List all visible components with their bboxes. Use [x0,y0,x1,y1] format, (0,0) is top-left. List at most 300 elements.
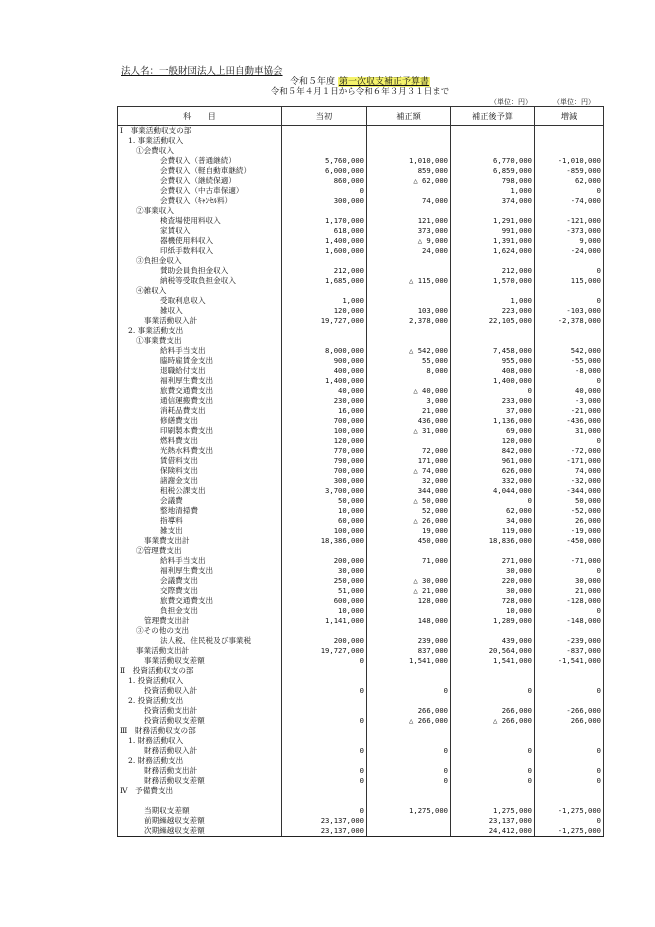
cell-initial: 1,400,000 [282,236,367,246]
cell-adjustment: △ 266,000 [367,716,451,726]
cell-change [535,326,604,336]
cell-revised: 119,000 [451,526,535,536]
cell-adjustment: 3,000 [367,396,451,406]
cell-initial [282,736,367,746]
row-label: 次期繰越収支差額 [118,826,282,837]
row-label: 会費収入（普通継続） [118,156,282,166]
cell-adjustment: 171,000 [367,456,451,466]
cell-initial: 23,137,000 [282,816,367,826]
cell-initial: 19,727,000 [282,316,367,326]
cell-change: -436,000 [535,416,604,426]
cell-revised: 24,412,000 [451,826,535,837]
cell-initial: 618,000 [282,226,367,236]
cell-initial: 1,141,000 [282,616,367,626]
row-label: 会議費 [118,496,282,506]
cell-initial: 30,000 [282,566,367,576]
cell-change: -55,000 [535,356,604,366]
cell-adjustment: 1,275,000 [367,806,451,816]
cell-change [535,676,604,686]
cell-revised [451,666,535,676]
cell-adjustment: 373,000 [367,226,451,236]
row-label: 事業活動収入計 [118,316,282,326]
row-label: 会費収入（軽自動車継続） [118,166,282,176]
cell-initial: 0 [282,766,367,776]
cell-revised [451,286,535,296]
cell-adjustment: 19,000 [367,526,451,536]
cell-revised: 30,000 [451,566,535,576]
table-row [118,696,604,706]
table-row [118,736,604,746]
table-row [118,446,604,456]
table-row [118,306,604,316]
row-label: 投資活動収支差額 [118,716,282,726]
cell-revised: 798,000 [451,176,535,186]
cell-adjustment: △ 31,000 [367,426,451,436]
cell-initial: 0 [282,186,367,196]
cell-revised: 0 [451,766,535,776]
row-label [118,796,282,806]
table-row [118,256,604,266]
cell-change: 266,000 [535,716,604,726]
row-label: 賃借料支出 [118,456,282,466]
table-header-row [118,107,604,126]
cell-change: 0 [535,566,604,576]
cell-revised: 37,000 [451,406,535,416]
table-row [118,176,604,186]
cell-initial [282,336,367,346]
cell-initial: 860,000 [282,176,367,186]
cell-initial: 200,000 [282,556,367,566]
cell-change: -8,000 [535,366,604,376]
column-header-revised: 補正後予算 [451,107,535,126]
cell-change: 0 [535,266,604,276]
table-row [118,386,604,396]
cell-revised [451,736,535,746]
cell-revised [451,796,535,806]
cell-change [535,546,604,556]
cell-change: -1,010,000 [535,156,604,166]
table-row [118,166,604,176]
table-row [118,716,604,726]
row-label: 修繕費支出 [118,416,282,426]
table-row [118,396,604,406]
cell-revised: 23,137,000 [451,816,535,826]
cell-initial: 300,000 [282,196,367,206]
cell-revised: 0 [451,746,535,756]
row-label: 1. 投資活動収入 [118,676,282,686]
cell-change: 30,000 [535,576,604,586]
cell-change: -1,541,000 [535,656,604,666]
table-row [118,826,604,837]
cell-change: 62,000 [535,176,604,186]
row-label: 旅費交通費支出 [118,596,282,606]
row-label: 投資活動収入計 [118,686,282,696]
table-row [118,676,604,686]
cell-initial: 1,400,000 [282,376,367,386]
row-label: 検査場使用料収入 [118,216,282,226]
cell-change [535,206,604,216]
cell-adjustment [367,736,451,746]
cell-change: 26,000 [535,516,604,526]
cell-adjustment: △ 9,000 [367,236,451,246]
table-row [118,726,604,736]
cell-revised: △ 266,000 [451,716,535,726]
cell-initial [282,726,367,736]
cell-adjustment [367,626,451,636]
row-label: 1. 事業活動収入 [118,136,282,146]
cell-initial: 3,700,000 [282,486,367,496]
cell-adjustment: 121,000 [367,216,451,226]
cell-initial: 770,000 [282,446,367,456]
table-row [118,546,604,556]
cell-adjustment: 859,000 [367,166,451,176]
cell-adjustment [367,296,451,306]
cell-revised: 62,000 [451,506,535,516]
cell-initial [282,326,367,336]
cell-adjustment: 52,000 [367,506,451,516]
cell-initial: 120,000 [282,436,367,446]
cell-change: -837,000 [535,646,604,656]
row-label: 指導料 [118,516,282,526]
cell-change [535,336,604,346]
cell-change: 50,000 [535,496,604,506]
cell-initial [282,286,367,296]
cell-adjustment: 72,000 [367,446,451,456]
row-label: 2. 投資活動支出 [118,696,282,706]
cell-initial [282,146,367,156]
table-row [118,666,604,676]
cell-revised: 120,000 [451,436,535,446]
table-row [118,476,604,486]
cell-initial: 19,727,000 [282,646,367,656]
cell-initial: 790,000 [282,456,367,466]
cell-adjustment [367,266,451,276]
cell-change: 9,000 [535,236,604,246]
cell-change: -239,000 [535,636,604,646]
cell-revised: 10,000 [451,606,535,616]
cell-change: -21,000 [535,406,604,416]
cell-revised: 18,836,000 [451,536,535,546]
row-label: 家賃収入 [118,226,282,236]
cell-change: -450,000 [535,536,604,546]
cell-adjustment: 436,000 [367,416,451,426]
cell-adjustment [367,286,451,296]
cell-initial: 50,000 [282,496,367,506]
cell-change: 40,000 [535,386,604,396]
cell-revised: 266,000 [451,706,535,716]
row-label: Ⅱ 投資活動収支の部 [118,666,282,676]
cell-adjustment: △ 50,000 [367,496,451,506]
cell-adjustment: 103,000 [367,306,451,316]
column-header-change: 増減 [535,107,604,126]
cell-revised [451,336,535,346]
table-row [118,146,604,156]
cell-revised: 6,859,000 [451,166,535,176]
table-row [118,466,604,476]
table-row [118,536,604,546]
cell-revised: 223,000 [451,306,535,316]
cell-adjustment [367,256,451,266]
table-row [118,766,604,776]
cell-revised [451,326,535,336]
row-label: Ⅲ 財務活動収支の部 [118,726,282,736]
cell-initial [282,756,367,766]
table-row [118,356,604,366]
row-label: 器機使用料収入 [118,236,282,246]
cell-revised [451,676,535,686]
cell-revised: 0 [451,686,535,696]
cell-initial [282,206,367,216]
cell-change: -1,275,000 [535,826,604,837]
table-row [118,376,604,386]
cell-change [535,126,604,137]
cell-adjustment [367,666,451,676]
cell-adjustment: △ 40,000 [367,386,451,396]
cell-adjustment [367,546,451,556]
cell-revised: 0 [451,386,535,396]
table-row [118,236,604,246]
cell-initial: 1,685,000 [282,276,367,286]
cell-adjustment [367,436,451,446]
table-row [118,506,604,516]
row-label: 会費収入（ｷｬﾝｾﾙ料） [118,196,282,206]
table-row [118,406,604,416]
cell-initial: 600,000 [282,596,367,606]
cell-initial: 300,000 [282,476,367,486]
row-label: ④雑収入 [118,286,282,296]
cell-change: -3,000 [535,396,604,406]
cell-change [535,726,604,736]
table-row [118,156,604,166]
row-label: 交際費支出 [118,586,282,596]
table-row [118,596,604,606]
row-label: 2. 財務活動支出 [118,756,282,766]
table-row [118,586,604,596]
table-row [118,326,604,336]
cell-change: -148,000 [535,616,604,626]
cell-revised [451,256,535,266]
table-row [118,216,604,226]
row-label: 燃料費支出 [118,436,282,446]
row-label: 租税公課支出 [118,486,282,496]
row-label: 賛助会員負担金収入 [118,266,282,276]
cell-revised: 271,000 [451,556,535,566]
cell-initial [282,136,367,146]
cell-change: -344,000 [535,486,604,496]
row-label: 会費収入（中古車保適） [118,186,282,196]
unit-note: （単位：円） [490,98,532,106]
cell-change: -32,000 [535,476,604,486]
cell-initial: 1,600,000 [282,246,367,256]
cell-adjustment: 71,000 [367,556,451,566]
cell-revised [451,626,535,636]
cell-revised: 374,000 [451,196,535,206]
cell-adjustment: 1,541,000 [367,656,451,666]
cell-revised: 955,000 [451,356,535,366]
cell-change: 0 [535,766,604,776]
cell-adjustment: 266,000 [367,706,451,716]
cell-adjustment: △ 74,000 [367,466,451,476]
row-label: 負担金支出 [118,606,282,616]
cell-adjustment: 837,000 [367,646,451,656]
cell-revised: 408,000 [451,366,535,376]
row-label: 保険料支出 [118,466,282,476]
cell-revised: 0 [451,776,535,786]
cell-adjustment [367,146,451,156]
row-label: 給料手当支出 [118,556,282,566]
cell-initial: 100,000 [282,426,367,436]
cell-adjustment [367,136,451,146]
cell-change: -52,000 [535,506,604,516]
cell-adjustment [367,796,451,806]
cell-change [535,756,604,766]
cell-adjustment [367,816,451,826]
cell-change [535,736,604,746]
row-label: 投資活動支出計 [118,706,282,716]
cell-revised [451,146,535,156]
cell-initial: 0 [282,806,367,816]
table-row [118,686,604,696]
cell-revised [451,126,535,137]
cell-revised: 991,000 [451,226,535,236]
cell-revised [451,786,535,796]
table-row [118,266,604,276]
cell-revised: 30,000 [451,586,535,596]
cell-change: -171,000 [535,456,604,466]
cell-initial: 5,760,000 [282,156,367,166]
row-label: 財務活動収支差額 [118,776,282,786]
cell-change [535,796,604,806]
cell-initial: 230,000 [282,396,367,406]
cell-change: 0 [535,606,604,616]
table-row [118,636,604,646]
table-row [118,226,604,236]
cell-change: -71,000 [535,556,604,566]
cell-revised: 332,000 [451,476,535,486]
cell-change: 0 [535,686,604,696]
cell-revised [451,756,535,766]
cell-initial: 400,000 [282,366,367,376]
cell-initial: 10,000 [282,506,367,516]
row-label: 会議費支出 [118,576,282,586]
cell-adjustment: 55,000 [367,356,451,366]
cell-change: -72,000 [535,446,604,456]
cell-revised: 7,458,000 [451,346,535,356]
row-label: ③負担金収入 [118,256,282,266]
row-label: 2. 事業活動支出 [118,326,282,336]
cell-initial: 212,000 [282,266,367,276]
table-row [118,786,604,796]
row-label: 前期繰越収支差額 [118,816,282,826]
cell-adjustment: △ 542,000 [367,346,451,356]
cell-adjustment: 74,000 [367,196,451,206]
cell-initial: 10,000 [282,606,367,616]
cell-adjustment: 0 [367,686,451,696]
cell-revised: 1,570,000 [451,276,535,286]
row-label: 納税等受取負担金収入 [118,276,282,286]
row-label: 通信運搬費支出 [118,396,282,406]
cell-adjustment: △ 62,000 [367,176,451,186]
table-row [118,526,604,536]
cell-initial: 200,000 [282,636,367,646]
title-year: 令和５年度 [290,77,336,87]
title-subtitle-highlighted: 第一次収支補正予算書 [338,77,429,87]
row-label: ①会費収入 [118,146,282,156]
cell-adjustment: △ 115,000 [367,276,451,286]
row-label: 事業活動支出計 [118,646,282,656]
cell-initial: 23,137,000 [282,826,367,837]
cell-revised [451,546,535,556]
table-row [118,566,604,576]
table-row [118,706,604,716]
budget-table-body [118,126,604,837]
cell-initial: 100,000 [282,526,367,536]
cell-adjustment [367,756,451,766]
cell-change: 0 [535,376,604,386]
table-row [118,366,604,376]
table-row [118,276,604,286]
cell-change [535,136,604,146]
cell-adjustment: 450,000 [367,536,451,546]
cell-change [535,256,604,266]
cell-revised: 1,275,000 [451,806,535,816]
cell-change [535,626,604,636]
cell-adjustment [367,326,451,336]
cell-change: -19,000 [535,526,604,536]
table-row [118,196,604,206]
cell-initial: 700,000 [282,466,367,476]
cell-initial: 40,000 [282,386,367,396]
table-row [118,516,604,526]
cell-initial: 120,000 [282,306,367,316]
table-row [118,486,604,496]
row-label: 事業活動収支差額 [118,656,282,666]
cell-initial [282,626,367,636]
cell-revised [451,726,535,736]
cell-adjustment [367,676,451,686]
table-row [118,816,604,826]
cell-initial [282,676,367,686]
cell-revised: 1,289,000 [451,616,535,626]
table-row [118,186,604,196]
table-row [118,756,604,766]
cell-revised: 69,000 [451,426,535,436]
cell-adjustment [367,376,451,386]
row-label: 消耗品費支出 [118,406,282,416]
row-label: 会費収入（継続保適） [118,176,282,186]
row-label: 受取利息収入 [118,296,282,306]
column-header-adjustment: 補正額 [367,107,451,126]
table-row [118,206,604,216]
cell-initial: 900,000 [282,356,367,366]
cell-revised: 1,541,000 [451,656,535,666]
row-label: 当期収支差額 [118,806,282,816]
cell-initial: 16,000 [282,406,367,416]
row-label: 旅費交通費支出 [118,386,282,396]
cell-adjustment: △ 21,000 [367,586,451,596]
table-row [118,806,604,816]
row-label: 給料手当支出 [118,346,282,356]
table-row [118,616,604,626]
cell-initial: 0 [282,746,367,756]
row-label: ①事業費支出 [118,336,282,346]
cell-revised: 842,000 [451,446,535,456]
cell-revised: 20,564,000 [451,646,535,656]
table-row [118,436,604,446]
row-label: 財務活動収入計 [118,746,282,756]
cell-initial: 700,000 [282,416,367,426]
cell-initial: 8,000,000 [282,346,367,356]
